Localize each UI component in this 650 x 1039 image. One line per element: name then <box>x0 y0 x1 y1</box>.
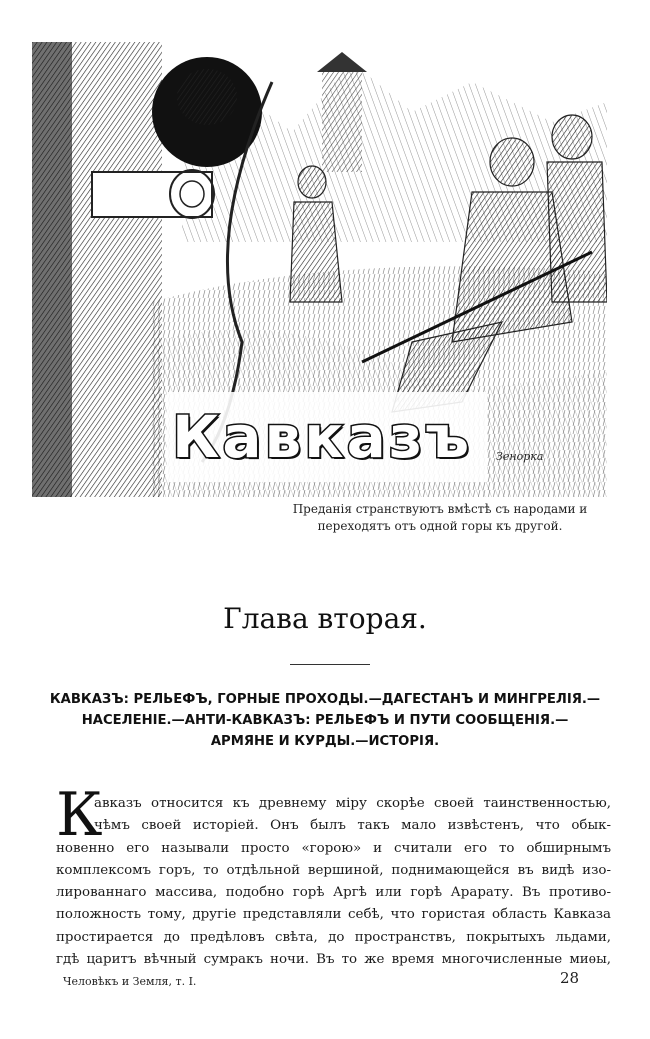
running-title: Человѣкъ и Земля, т. I. <box>63 975 197 988</box>
caption-line: переходятъ отъ одной горы къ другой. <box>317 519 563 533</box>
body-line: лированнаго массива, подобно горѣ Аргѣ или горѣ Арарату. Въ противо- <box>56 885 611 901</box>
body-line: простирается до предѣловъ свѣта, до пространствъ, покрытыхъ льдами, <box>56 929 611 945</box>
page-number: 28 <box>560 969 580 987</box>
caption-line: Преданія странствуютъ вмѣстѣ съ народами и <box>292 502 588 516</box>
summary-line: КАВКАЗЪ: РЕЛЬЕФЪ, ГОРНЫЕ ПРОХОДЫ.—ДАГЕСТАНЪ И МИНГРЕЛІЯ.— <box>49 692 601 707</box>
body-line: комплексомъ горъ, то отдѣльной вершиной, поднимающейся въ видѣ изо- <box>56 862 611 878</box>
body-text <box>56 793 611 971</box>
summary-line: АРМЯНЕ И КУРДЫ.—ИСТОРІЯ. <box>210 734 440 749</box>
body-line: положность тому, другіе представляли себѣ, что гористая область Кавказа <box>56 907 611 923</box>
illustration-title: Кавказъ <box>171 403 473 471</box>
body-line: авказъ относится къ древнему міру скорѣе своей таинственностью, <box>94 796 611 811</box>
summary-line: НАСЕЛЕНІЕ.—АНТИ-КАВКАЗЪ: РЕЛЬЕФЪ И ПУТИ СООБЩЕНІЯ.— <box>81 713 569 728</box>
body-line: гдѣ царитъ вѣчный сумракъ ночи. Въ то же время многочисленные миѳы, <box>56 952 611 968</box>
body-line: чѣмъ своей исторіей. Онъ былъ такъ мало извѣстенъ, что обык- <box>94 818 611 834</box>
chapter-title: Глава вторая. <box>223 602 427 635</box>
chapter-summary <box>40 689 610 752</box>
drop-cap: К <box>56 780 103 850</box>
body-line: новенно его называли просто «горою» и считали его то обширнымъ <box>56 840 611 856</box>
artist-signature: Зенорка <box>496 450 544 463</box>
illustration-caption <box>260 501 620 535</box>
title-divider <box>290 664 370 665</box>
